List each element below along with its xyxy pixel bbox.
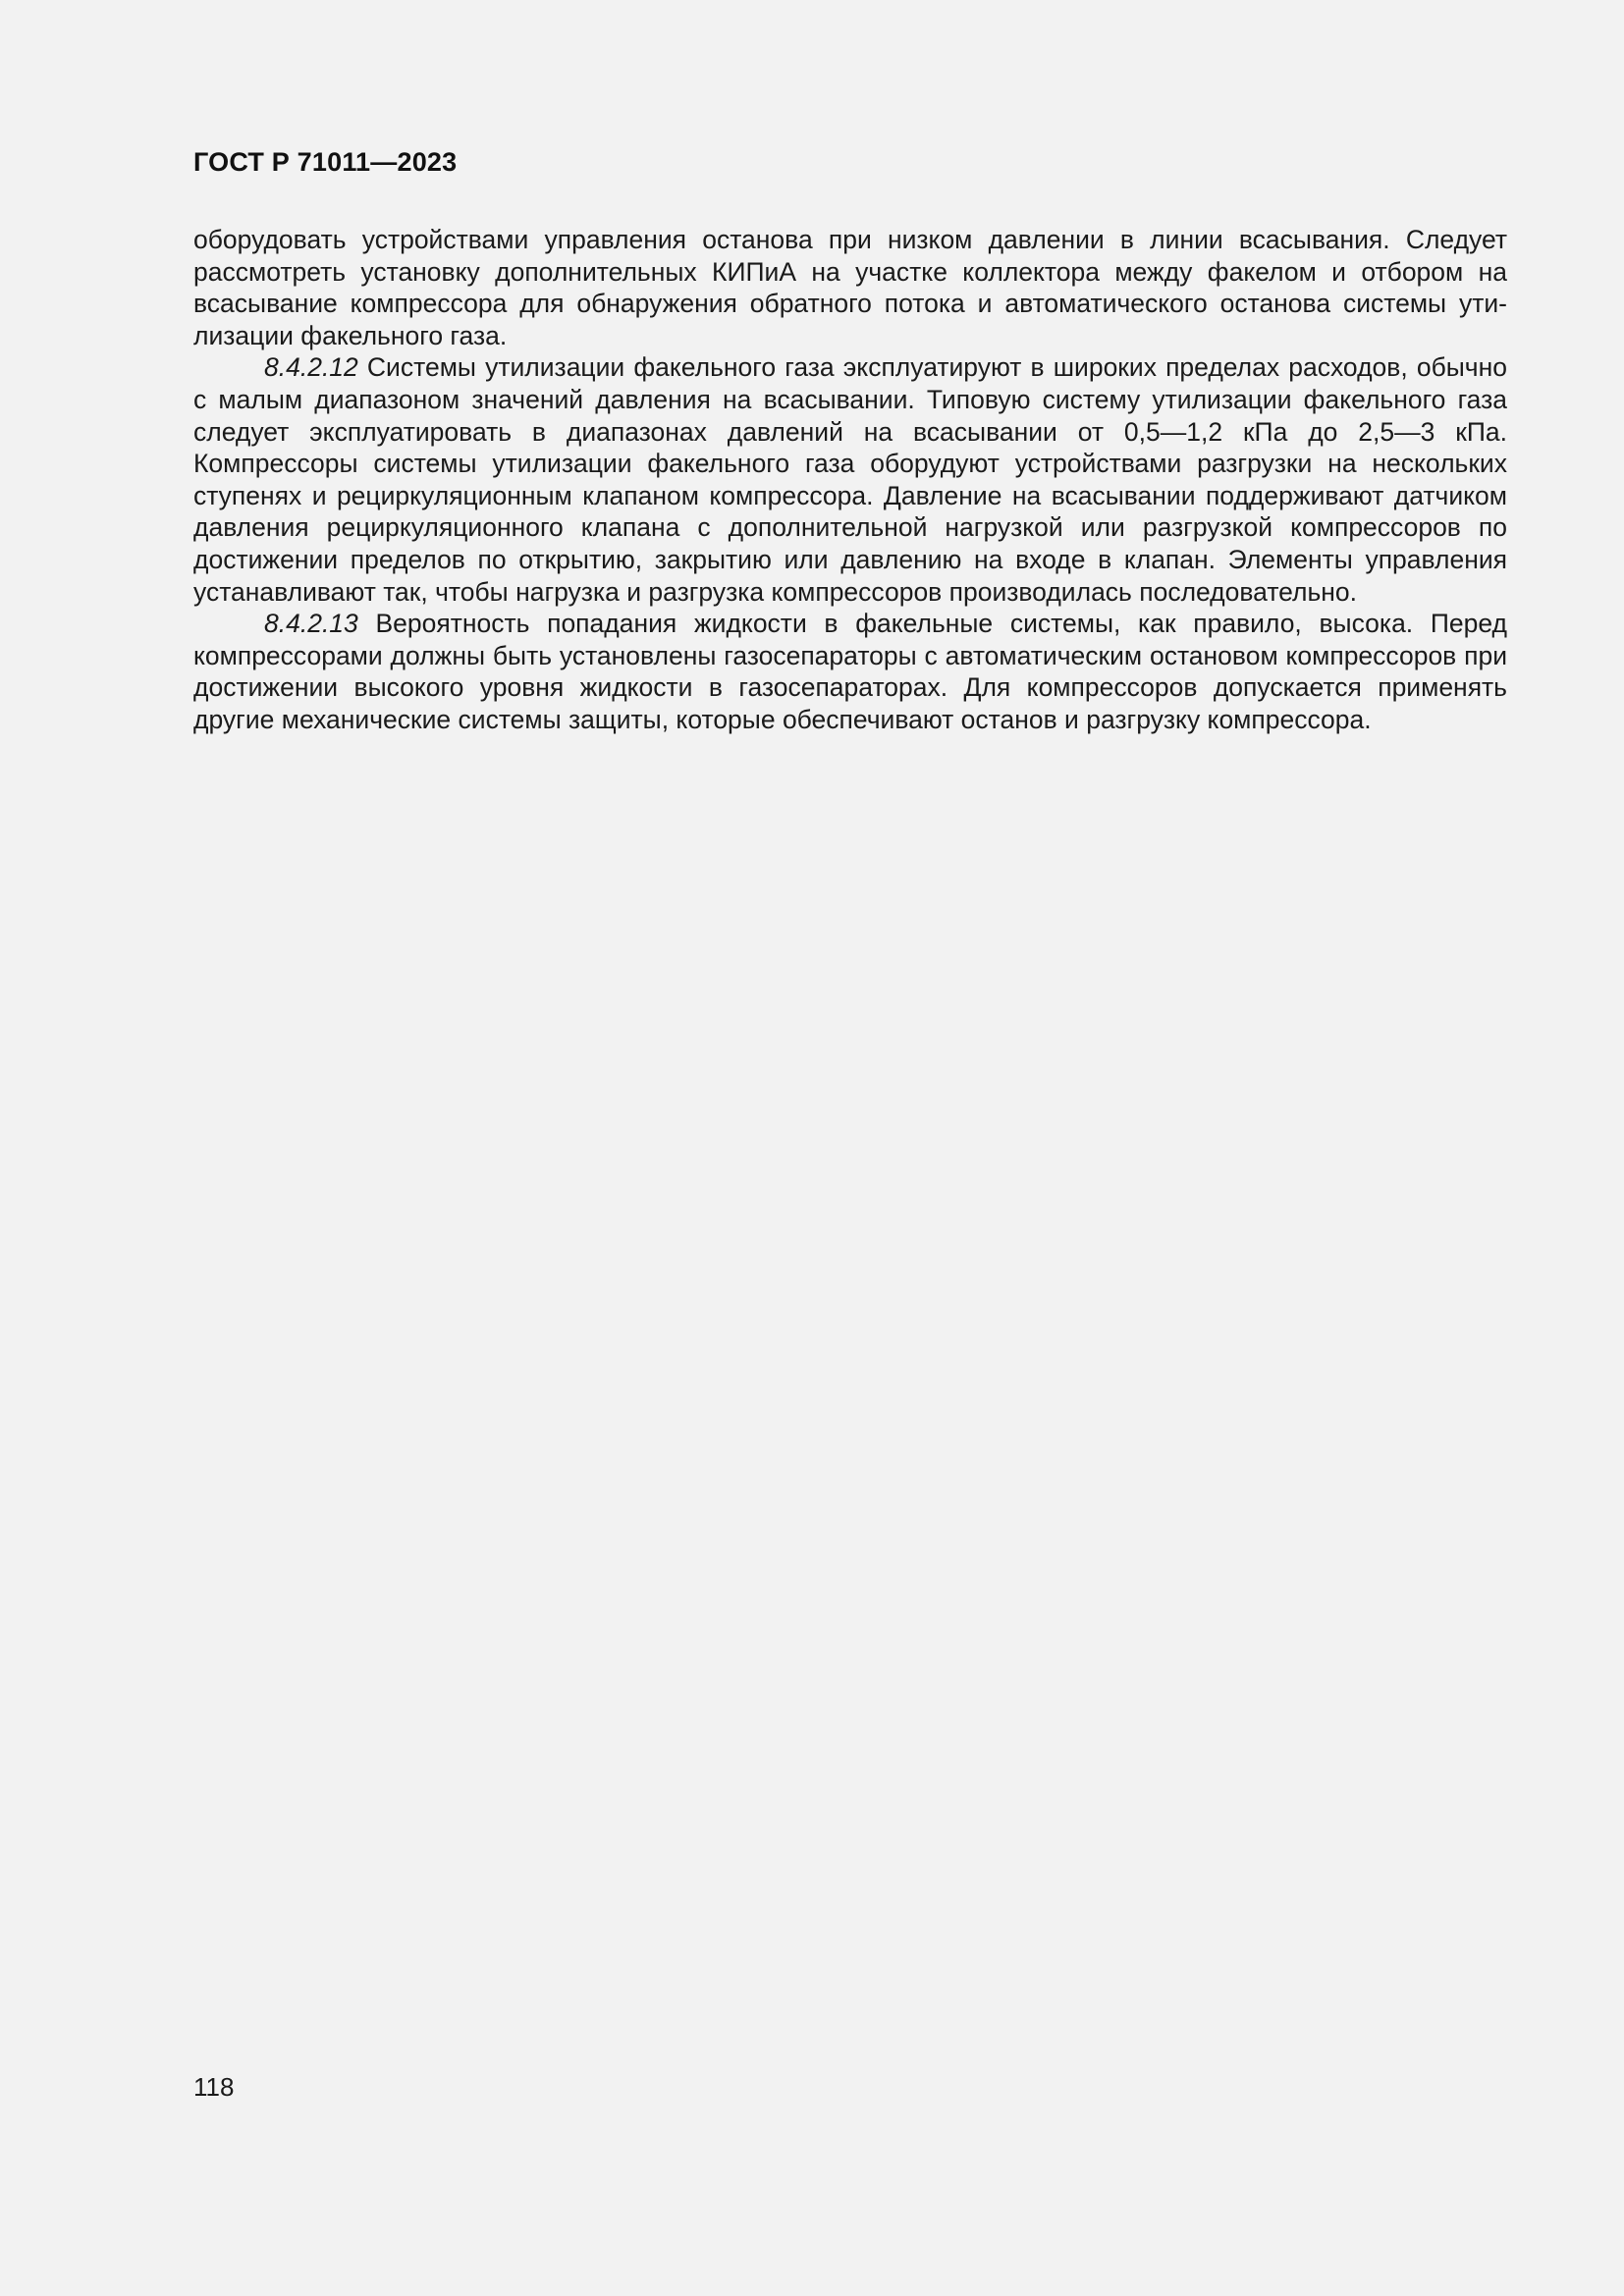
document-code-header: ГОСТ Р 71011—2023 (193, 147, 458, 177)
paragraph-text: оборудовать устройствами управления останова при низком давлении в линии всасывания. Следует рассмотреть установку дополнительных КИПиА на участке коллектора между факелом и отбором на всасывание компрессора для обнаружения обратного потока и автоматического останова системы утилизации факельного газа. (193, 225, 1507, 350)
paragraph-text: Системы утилизации факельного газа эксплуатируют в широких пределах расходов, обычно с малым диапазоном значений давления на всасывании. Типовую систему утилизации факельного газа следует эксплуатировать в диапазонах давлений на всасывании от 0,5—1,2 кПа до 2,5—3 кПа. Компрессоры системы утилизации факельного газа оборудуют устройствами разгрузки на нескольких ступенях и рециркуляционным клапаном компрессора. Давление на всасывании поддерживают датчиком давления рециркуляционного клапана с дополнительной нагрузкой или разгрузкой компрессоров по достижении пределов по открытию, закрытию или давлению на входе в клапан. Элементы управления устанавливают так, чтобы нагрузка и разгрузка компрессоров производилась последовательно. (193, 352, 1507, 607)
document-body (193, 224, 1507, 736)
page-number: 118 (193, 2072, 235, 2102)
clause-8-4-2-13 (193, 608, 1507, 735)
clause-8-4-2-12 (193, 351, 1507, 608)
paragraph-text: Вероятность попадания жидкости в факельные системы, как правило, высока. Перед компрессорами должны быть установлены газосепараторы с автоматическим остановом компрессоров при достижении высокого уровня жидкости в газосепараторах. Для компрессоров допускается применять другие механические системы защиты, которые обеспечивают останов и разгрузку компрессора. (193, 609, 1507, 734)
clause-number: 8.4.2.13 (264, 609, 358, 639)
clause-number: 8.4.2.12 (264, 352, 358, 383)
paragraph-continuation (193, 224, 1507, 351)
